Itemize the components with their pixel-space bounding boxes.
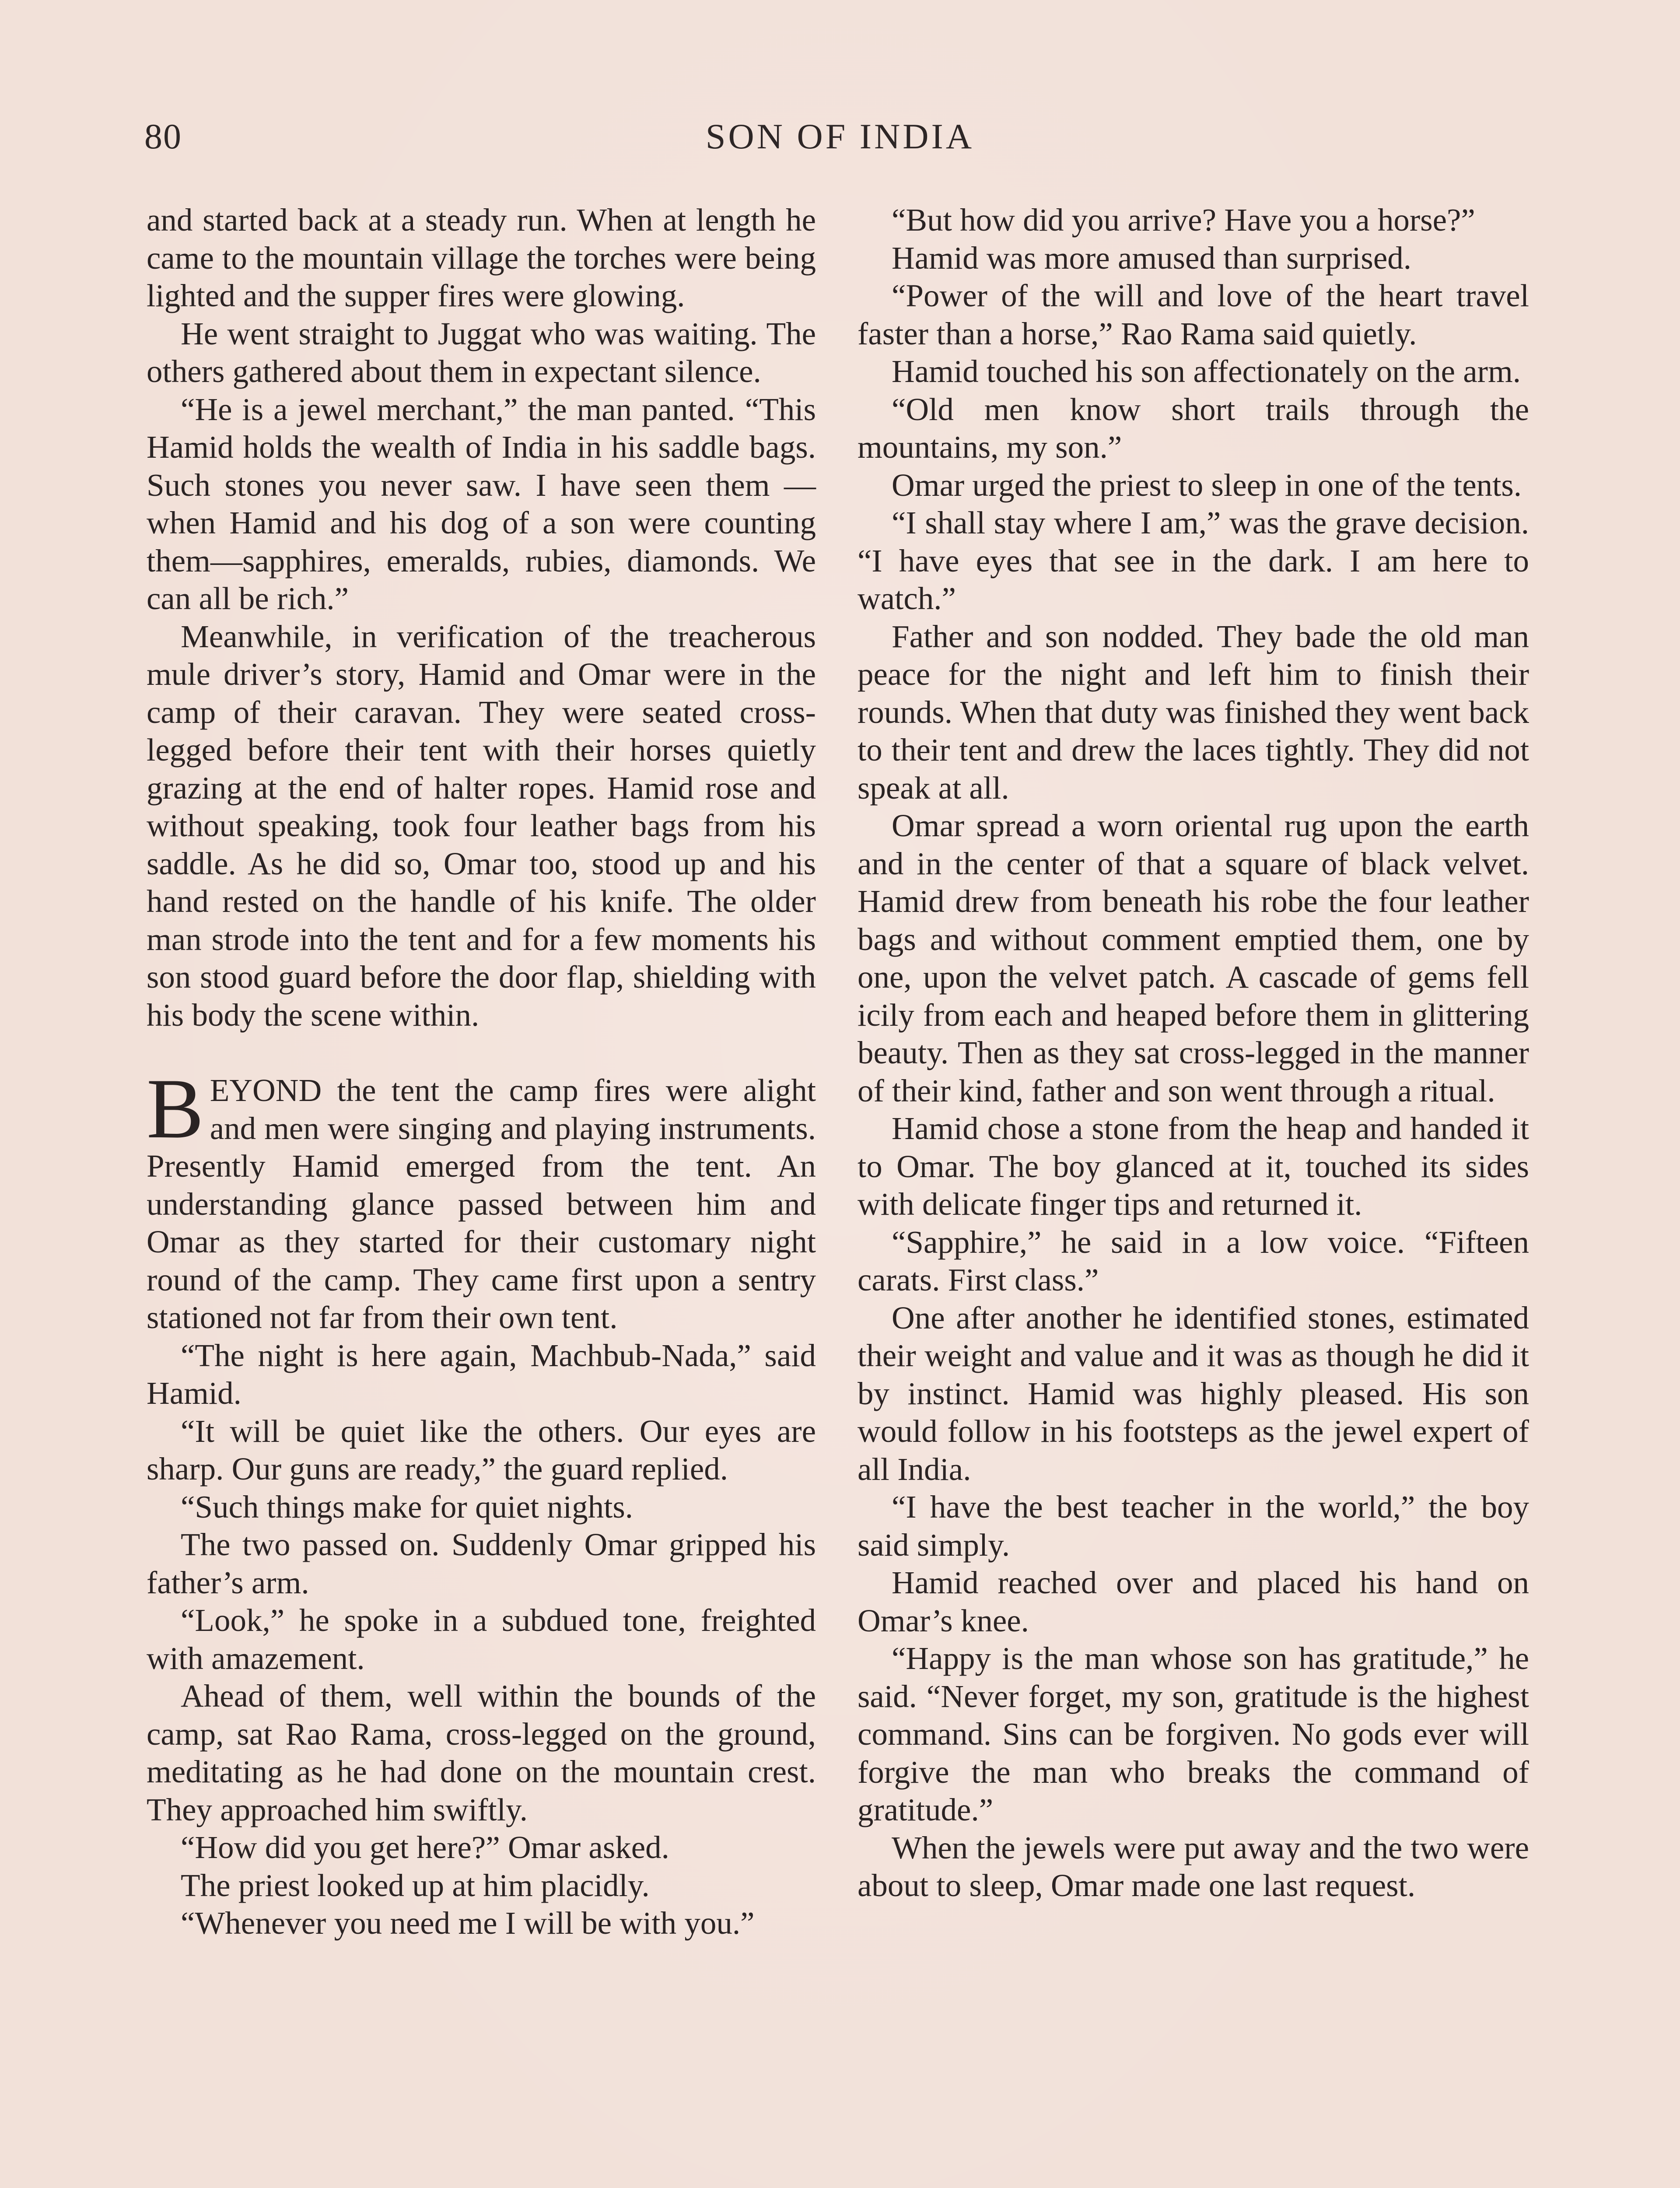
paragraph: “I have the best teacher in the world,” the boy said simply.: [858, 1489, 1529, 1563]
paragraph: Hamid reached over and placed his hand on Omar’s knee.: [858, 1565, 1529, 1638]
paragraph: “Whenever you need me I will be with you.”: [181, 1905, 755, 1941]
paragraph: “Such things make for quiet nights.: [181, 1489, 634, 1525]
paragraph: Hamid was more amused than surprised.: [892, 240, 1411, 276]
paragraph: He went straight to Juggat who was waiting. The others gathered about them in expectant silence.: [147, 316, 816, 389]
paragraph: “But how did you arrive? Have you a horse?”: [892, 202, 1475, 238]
paragraph: “Power of the will and love of the heart travel faster than a horse,” Rao Rama said quietly.: [858, 278, 1529, 351]
paragraph: “He is a jewel merchant,” the man panted. “This Hamid holds the wealth of India in his saddle bags. Such stones you never saw. I have seen them —when Hamid and his dog of a son were counting them—sapphires, emeralds, rubies, diamonds. We can all be rich.”: [147, 391, 816, 616]
section-opening-paragraph: [147, 1061, 816, 1337]
paragraph: “Old men know short trails through the mountains, my son.”: [858, 391, 1529, 465]
right-column: [858, 201, 1529, 1905]
paragraph: The priest looked up at him placidly.: [181, 1867, 650, 1903]
page-number: 80: [144, 116, 182, 156]
paragraph-text: EYOND the tent the camp fires were alight and men were singing and playing instruments. Presently Hamid emerged from the tent. An understanding glance passed between him and Omar as they started for their customary night round of the camp. They came first upon a sentry stationed not far from their own tent.: [147, 1073, 816, 1335]
paragraph: Hamid chose a stone from the heap and handed it to Omar. The boy glanced at it, touched its sides with delicate finger tips and returned it.: [858, 1111, 1529, 1222]
paragraph: When the jewels were put away and the two were about to sleep, Omar made one last request.: [858, 1830, 1529, 1903]
paragraph: “Look,” he spoke in a subdued tone, freighted with amazement.: [147, 1602, 816, 1676]
left-column: [147, 201, 816, 1943]
paragraph: Omar spread a worn oriental rug upon the earth and in the center of that a square of black velvet. Hamid drew from beneath his robe the four leather bags and without comment emptied them, one by one, upon the velvet patch. A cascade of gems fell icily from each and heaped before them in glittering beauty. Then as they sat cross-legged in the manner of their kind, father and son went through a ritual.: [858, 808, 1529, 1108]
paragraph: “Happy is the man whose son has gratitude,” he said. “Never forget, my son, gratitude is the highest command. Sins can be forgiven. No gods ever will forgive the man who breaks the command of gratitude.”: [858, 1641, 1529, 1827]
drop-cap: B: [147, 1061, 204, 1156]
paragraph: “Sapphire,” he said in a low voice. “Fifteen carats. First class.”: [858, 1224, 1529, 1297]
paragraph: Omar urged the priest to sleep in one of the tents.: [892, 467, 1522, 503]
paragraph: “How did you get here?” Omar asked.: [181, 1830, 669, 1865]
paragraph: Hamid touched his son affectionately on the arm.: [892, 354, 1521, 389]
running-head-title: SON OF INDIA: [705, 116, 975, 156]
paragraph: Meanwhile, in verification of the treacherous mule driver’s story, Hamid and Omar were in the camp of their caravan. They were seated cross-legged before their tent with their horses quietly grazing at the end of halter ropes. Hamid rose and without speaking, took four leather bags from his saddle. As he did so, Omar too, stood up and his hand rested on the handle of his knife. The older man strode into the tent and for a few moments his son stood guard before the door flap, shielding with his body the scene within.: [147, 618, 816, 1033]
paragraph: Ahead of them, well within the bounds of the camp, sat Rao Rama, cross-legged on the ground, meditating as he had done on the mountain crest. They approached him swiftly.: [147, 1678, 816, 1827]
paragraph: and started back at a steady run. When at length he came to the mountain village the torches were being lighted and the supper fires were glowing.: [147, 202, 816, 313]
paragraph: The two passed on. Suddenly Omar gripped his father’s arm.: [147, 1527, 816, 1600]
paragraph: “The night is here again, Machbub-Nada,” said Hamid.: [147, 1337, 816, 1411]
paragraph: “It will be quiet like the others. Our eyes are sharp. Our guns are ready,” the guard replied.: [147, 1413, 816, 1487]
page-header: [144, 116, 1536, 164]
paragraph: One after another he identified stones, estimated their weight and value and it was as though he did it by instinct. Hamid was highly pleased. His son would follow in his footsteps as the jewel expert of all India.: [858, 1300, 1529, 1487]
paragraph: “I shall stay where I am,” was the grave decision. “I have eyes that see in the dark. I am here to watch.”: [858, 505, 1529, 616]
paragraph: Father and son nodded. They bade the old man peace for the night and left him to finish their rounds. When that duty was finished they went back to their tent and drew the laces tightly. They did not speak at all.: [858, 618, 1529, 806]
